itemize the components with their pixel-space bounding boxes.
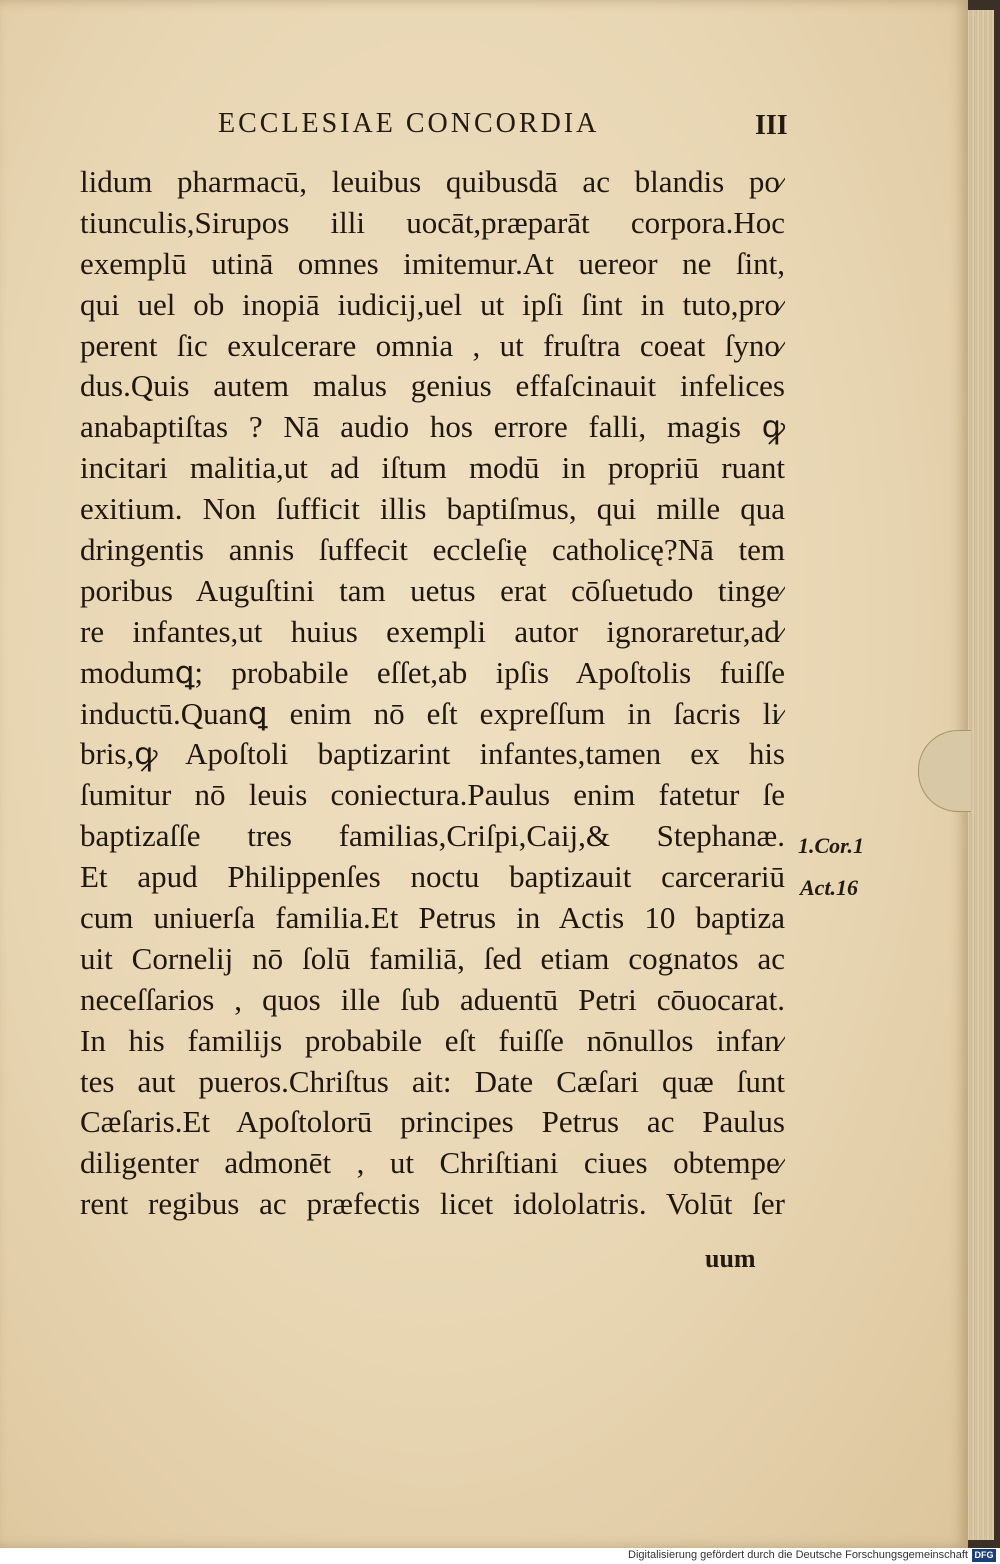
text-line: inductū.Quanꝗ enim nō eſt expreſſum in ſacris li⁄ bbox=[80, 695, 785, 731]
text-line: diligenter admonēt , ut Chriſtiani ciues obtempe⁄ bbox=[80, 1145, 785, 1181]
text-line: cum uniuerſa familia.Et Petrus in Actis 10 baptiza bbox=[80, 900, 785, 936]
text-line: lidum pharmacū, leuibus quibusdā ac blandis po⁄ bbox=[80, 164, 785, 199]
text-line: tiunculis,Sirupos illi uocāt,præparāt corpora.Hoc bbox=[80, 204, 785, 240]
text-line: exemplū utinā omnes imitemur.At uereor ne ſint, bbox=[80, 245, 785, 281]
text-line: re infantes,ut huius exempli autor ignoraretur,ad⁄ bbox=[80, 613, 785, 649]
text-line: bris,ꝙ Apoſtoli baptizarint infantes,tamen ex his bbox=[80, 736, 785, 772]
text-line: Et apud Philippenſes noctu baptizauit carcerariū bbox=[80, 859, 785, 895]
text-line: incitari malitia,ut ad iſtum modū in propriū ruant bbox=[80, 450, 785, 486]
text-line: neceſſarios , quos ille ſub aduentū Petri cōuocarat. bbox=[80, 981, 785, 1017]
text-line: tes aut pueros.Chriſtus ait: Date Cæſari quæ ſunt bbox=[80, 1063, 785, 1099]
text-line: rent regibus ac præfectis licet idololatris. Volūt ſer bbox=[80, 1186, 785, 1222]
body-text bbox=[80, 162, 785, 1225]
text-line: In his familijs probabile eſt fuiſſe nōnullos infan⁄ bbox=[80, 1022, 785, 1058]
folio-number: III bbox=[755, 110, 788, 141]
text-line: uit Cornelij nō ſolū familiā, ſed etiam cognatos ac bbox=[80, 940, 785, 976]
marginal-note-cor: 1.Cor.1 bbox=[798, 833, 865, 858]
text-line: modumꝗ; probabile eſſet,ab ipſis Apoſtolis fuiſſe bbox=[80, 654, 785, 690]
marginal-note-act: Act.16 bbox=[800, 875, 859, 900]
text-line: dringentis annis ſuffecit eccleſię catholicę?Nā tem bbox=[80, 532, 785, 568]
digitization-credit: Digitalisierung gefördert durch die Deutsche Forschungsgemeinschaft bbox=[628, 1549, 968, 1561]
text-line: exitium. Non ſufficit illis baptiſmus, qui mille qua bbox=[80, 491, 785, 527]
text-line: qui uel ob inopiā iudicij,uel ut ipſi ſint in tuto,pro⁄ bbox=[80, 286, 785, 322]
text-line: Cæſaris.Et Apoſtolorū principes Petrus ac Paulus bbox=[80, 1104, 785, 1140]
text-line: ſumitur nō leuis coniectura.Paulus enim fatetur ſe bbox=[80, 777, 785, 813]
catchword: uum bbox=[705, 1244, 756, 1273]
text-line: poribus Auguſtini tam uetus erat cōſuetudo tinge⁄ bbox=[80, 572, 785, 608]
text-line: anabaptiſtas ? Nā audio hos errore falli, magis ꝙ bbox=[80, 409, 785, 445]
text-line: dus.Quis autem malus genius effaſcinauit infelices bbox=[80, 368, 785, 404]
text-line: baptizaſſe tres familias,Criſpi,Caij,& Stephanæ. bbox=[80, 818, 785, 854]
text-line: perent ſic exulcerare omnia , ut fruſtra coeat ſyno⁄ bbox=[80, 327, 785, 363]
running-title: ECCLESIAE CONCORDIA bbox=[218, 108, 600, 139]
dfg-logo-icon: DFG bbox=[972, 1549, 996, 1562]
